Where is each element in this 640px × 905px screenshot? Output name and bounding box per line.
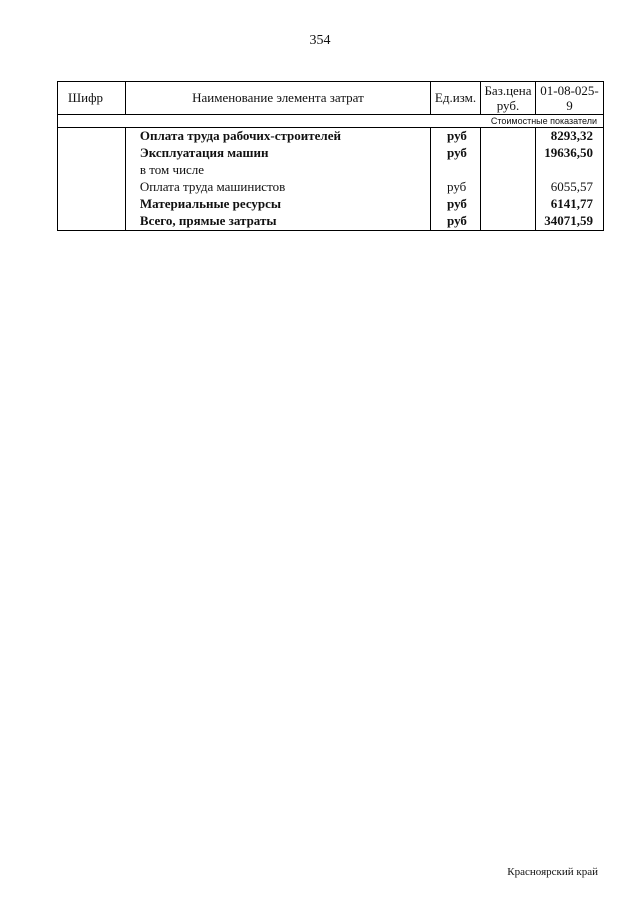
row-unit: руб (431, 179, 481, 196)
row-code (58, 128, 126, 146)
header-code: Шифр (58, 82, 126, 115)
page-number: 354 (309, 33, 331, 48)
header-base-price-line2: руб. (496, 98, 520, 113)
row-code (58, 145, 126, 162)
row-value: 8293,32 (535, 128, 603, 146)
table-row (58, 213, 604, 231)
row-code (58, 179, 126, 196)
table-row (58, 162, 604, 179)
row-unit: руб (431, 196, 481, 213)
header-name: Наименование элемента затрат (125, 82, 430, 115)
table-row (58, 145, 604, 162)
row-value: 19636,50 (535, 145, 603, 162)
row-base-price (481, 162, 536, 179)
row-code (58, 196, 126, 213)
table-row (58, 196, 604, 213)
row-unit (431, 162, 481, 179)
row-value: 6141,77 (535, 196, 603, 213)
section-label: Стоимостные показатели (58, 115, 604, 128)
row-unit: руб (431, 213, 481, 231)
table-row (58, 128, 604, 146)
header-rate-code-line1: 01-08-025- (540, 83, 599, 98)
header-base-price-line1: Баз.цена (484, 83, 532, 98)
row-name: Всего, прямые затраты (125, 213, 430, 231)
row-name: Материальные ресурсы (125, 196, 430, 213)
row-base-price (481, 213, 536, 231)
row-value: 6055,57 (535, 179, 603, 196)
row-unit: руб (431, 128, 481, 146)
row-unit: руб (431, 145, 481, 162)
row-base-price (481, 179, 536, 196)
header-unit: Ед.изм. (431, 82, 481, 115)
row-base-price (481, 196, 536, 213)
row-code (58, 213, 126, 231)
table-row (58, 179, 604, 196)
header-base-price (481, 82, 536, 115)
row-name: Оплата труда рабочих-строителей (125, 128, 430, 146)
header-rate-code (535, 82, 603, 115)
row-base-price (481, 145, 536, 162)
row-name: Эксплуатация машин (125, 145, 430, 162)
section-row (58, 115, 604, 128)
table-header-row (58, 82, 604, 115)
row-name: Оплата труда машинистов (125, 179, 430, 196)
row-value: 34071,59 (535, 213, 603, 231)
cost-table (57, 81, 604, 231)
row-code (58, 162, 126, 179)
header-rate-code-line2: 9 (566, 98, 573, 113)
table-body (58, 128, 604, 231)
row-base-price (481, 128, 536, 146)
row-value (535, 162, 603, 179)
row-name: в том числе (125, 162, 430, 179)
footer-region: Красноярский край (507, 866, 598, 878)
